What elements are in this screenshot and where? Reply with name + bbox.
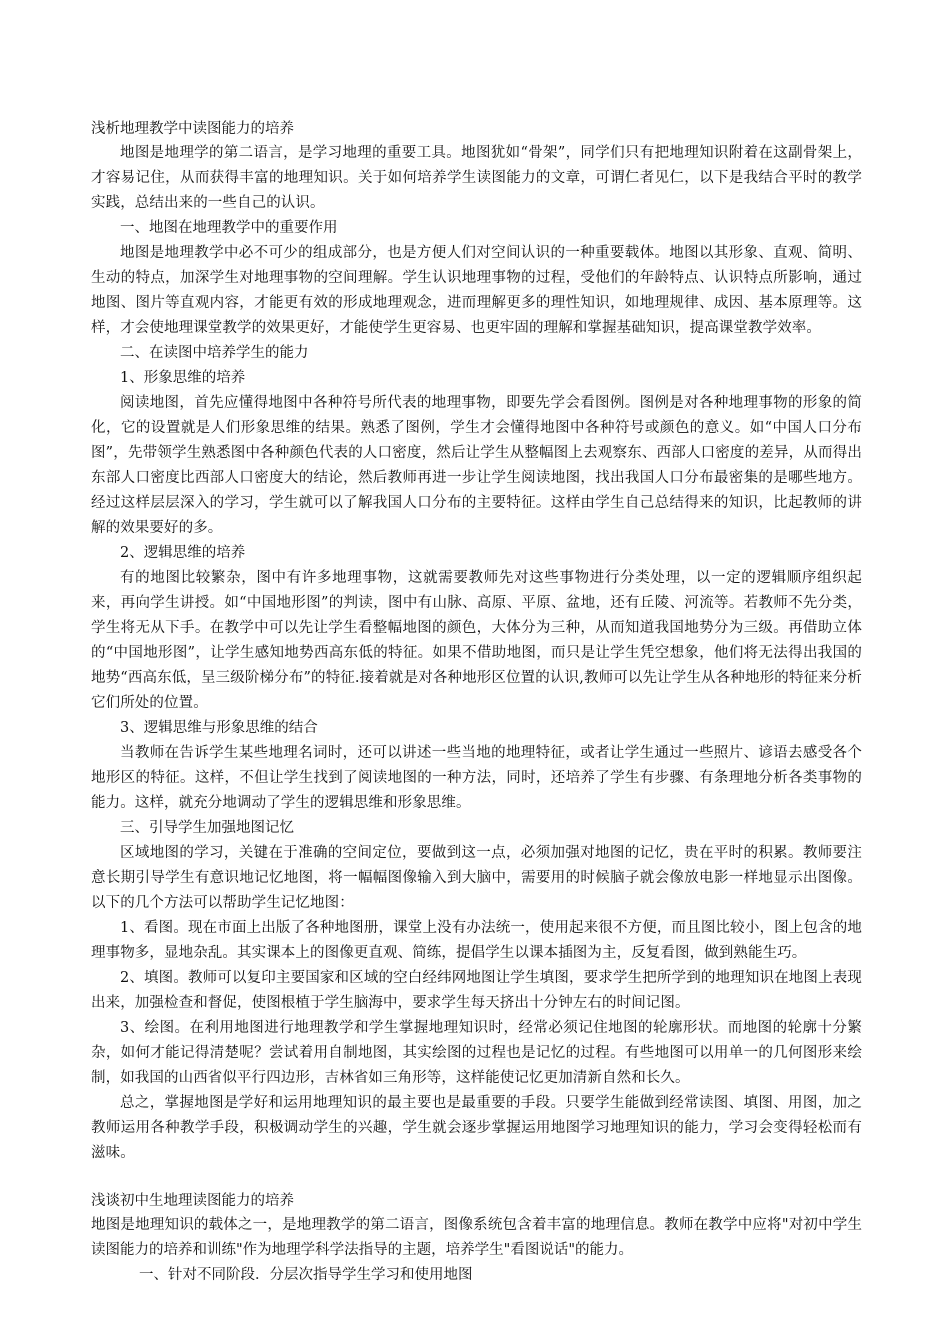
- section-2-1-heading: 1、形象思维的培养: [120, 370, 246, 386]
- conclusion-paragraph: 总之，掌握地图是学好和运用地理知识的最主要也是最重要的手段。只要学生能做到经常读图、填图、用图，加之教师运用各种教学手段，积极调动学生的兴趣，学生就会逐步掌握运用地图学习地理知识的能力，学习会变得轻松而有滋味。: [91, 1095, 862, 1161]
- article-2: [91, 1190, 862, 1288]
- section-3-heading: 三、引导学生加强地图记忆: [120, 820, 294, 836]
- article-2-title: 浅谈初中生地理读图能力的培养: [91, 1193, 294, 1209]
- section-2-3-body: 当教师在告诉学生某些地理名词时，还可以讲述一些当地的地理特征，或者让学生通过一些照片、谚语去感受各个地形区的特征。这样，不但让学生找到了阅读地图的一种方法，同时，还培养了学生有步骤、有条理地分析各类事物的能力。这样，就充分地调动了学生的逻辑思维和形象思维。: [91, 745, 862, 811]
- document-page: [91, 118, 862, 1288]
- article-1-intro: 地图是地理学的第二语言，是学习地理的重要工具。地图犹如“骨架”，同学们只有把地理知识附着在这副骨架上，才容易记住，从而获得丰富的地理知识。关于如何培养学生读图能力的文章，可谓仁者见仁，以下是我结合平时的教学实践，总结出来的一些自己的认识。: [91, 145, 862, 211]
- section-3-item-3: 3、绘图。在利用地图进行地理教学和学生掌握地理知识时，经常必须记住地图的轮廓形状。而地图的轮廓十分繁杂，如何才能记得清楚呢？尝试着用自制地图，其实绘图的过程也是记忆的过程。有些地图可以用单一的几何图形来绘制，如我国的山西省似平行四边形，吉林省如三角形等，这样能使记忆更加清新自然和长久。: [91, 1020, 862, 1086]
- section-3-item-2: 2、填图。教师可以复印主要国家和区域的空白经纬网地图让学生填图，要求学生把所学到的地理知识在地图上表现出来，加强检查和督促，使图根植于学生脑海中，要求学生每天挤出十分钟左右的时间记图。: [91, 970, 862, 1011]
- section-3-body: 区域地图的学习，关键在于准确的空间定位，要做到这一点，必须加强对地图的记忆，贵在平时的积累。教师要注意长期引导学生有意识地记忆地图，将一幅幅图像输入到大脑中，需要用的时候脑子就会像放电影一样地显示出图像。以下的几个方法可以帮助学生记忆地图：: [91, 845, 862, 911]
- section-2-heading: 二、在读图中培养学生的能力: [120, 345, 309, 361]
- article-1: [91, 118, 862, 1166]
- section-2-2-body: 有的地图比较繁杂，图中有许多地理事物，这就需要教师先对这些事物进行分类处理，以一定的逻辑顺序组织起来，再向学生讲授。如“中国地形图”的判读，图中有山脉、高原、平原、盆地，还有丘陵、河流等。若教师不先分类，学生将无从下手。在教学中可以先让学生看整幅地图的颜色，大体分为三种，从而知道我国地势分为三级。再借助立体的“中国地形图”，让学生感知地势西高东低的特征。如果不借助地图，而只是让学生凭空想象，他们将无法得出我国的地势“西高东低，呈三级阶梯分布”的特征.接着就是对各种地形区位置的认识,教师可以先让学生从各种地形的特征来分析它们所处的位置。: [91, 570, 862, 711]
- article-separator: [91, 1166, 862, 1190]
- section-1-body: 地图是地理教学中必不可少的组成部分，也是方便人们对空间认识的一种重要载体。地图以其形象、直观、简明、生动的特点，加深学生对地理事物的空间理解。学生认识地理事物的过程，受他们的年龄特点、认识特点所影响，通过地图、图片等直观内容，才能更有效的形成地理观念，进而理解更多的理性知识，如地理规律、成因、基本原理等。这样，才会使地理课堂教学的效果更好，才能使学生更容易、也更牢固的理解和掌握基础知识，提高课堂教学效率。: [91, 245, 862, 336]
- section-2-3-heading: 3、逻辑思维与形象思维的结合: [120, 720, 318, 736]
- section-2-2-heading: 2、逻辑思维的培养: [120, 545, 246, 561]
- article-2-section-1-heading: 一、针对不同阶段．分层次指导学生学习和使用地图: [139, 1267, 473, 1283]
- article-1-title: 浅析地理教学中读图能力的培养: [91, 121, 294, 137]
- section-1-heading: 一、地图在地理教学中的重要作用: [120, 220, 338, 236]
- section-2-1-body: 阅读地图，首先应懂得地图中各种符号所代表的地理事物，即要先学会看图例。图例是对各种地理事物的形象的简化，它的设置就是人们形象思维的结果。熟悉了图例，学生才会懂得地图中各种符号或颜色的意义。如“中国人口分布图”，先带领学生熟悉图中各种颜色代表的人口密度，然后让学生从整幅图上去观察东、西部人口密度的差异，从而得出东部人口密度比西部人口密度大的结论，然后教师再进一步让学生阅读地图，找出我国人口分布最密集的是哪些地方。经过这样层层深入的学习，学生就可以了解我国人口分布的主要特征。这样由学生自己总结得来的知识，比起教师的讲解的效果要好的多。: [91, 395, 862, 536]
- section-3-item-1: 1、看图。现在市面上出版了各种地图册，课堂上没有办法统一，使用起来很不方便，而且图比较小，图上包含的地理事物多，显地杂乱。其实课本上的图像更直观、简练，提倡学生以课本插图为主，反复看图，做到熟能生巧。: [91, 920, 862, 961]
- article-2-intro: 地图是地理知识的载体之一，是地理教学的第二语言，图像系统包含着丰富的地理信息。教师在教学中应将"对初中学生读图能力的培养和训练"作为地理学科学法指导的主题，培养学生"看图说话"的能力。: [91, 1217, 862, 1258]
